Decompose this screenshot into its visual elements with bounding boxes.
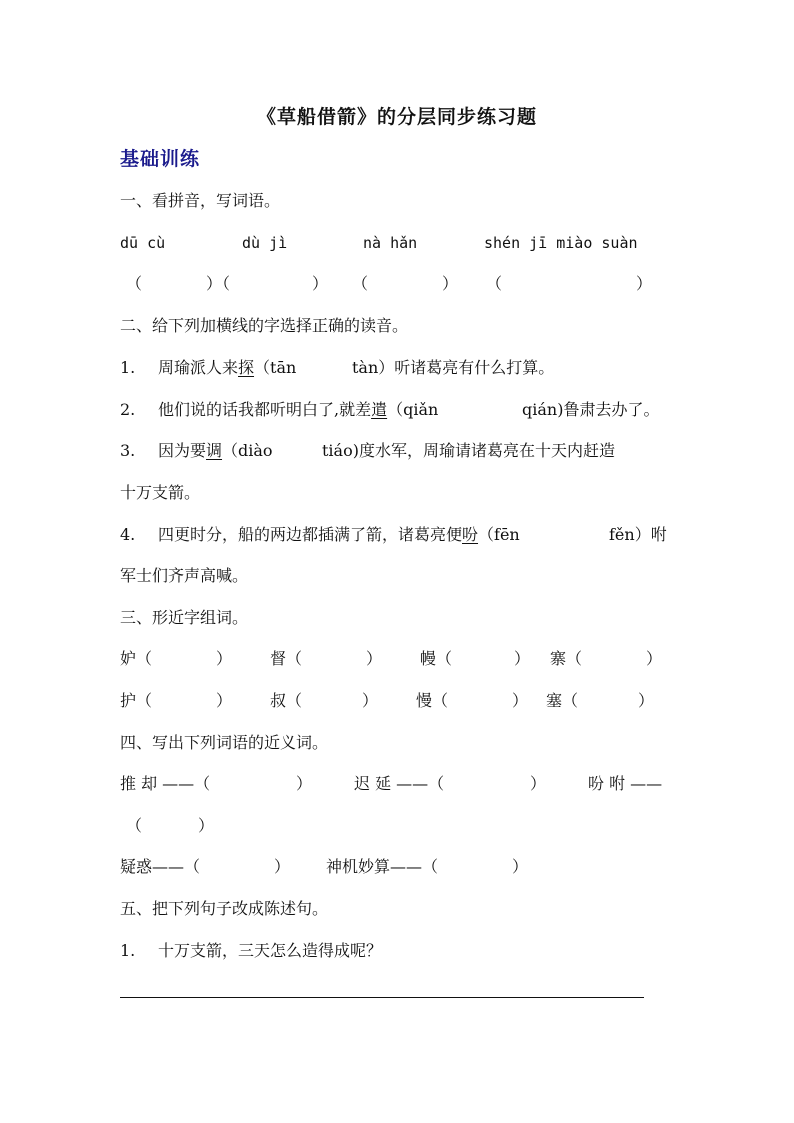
char-blank: ）	[512, 691, 529, 710]
synonym-prompt: ）	[530, 774, 547, 793]
char-blank: ）	[646, 649, 663, 668]
synonym-prompt: （	[126, 816, 143, 835]
page-title: 《草船借箭》的分层同步练习题	[256, 106, 537, 128]
underlined-char: 调	[206, 441, 223, 460]
sentence-text: tiáo)度水军，周瑜请诸葛亮在十天内赶造	[322, 441, 615, 460]
sentence-text: qián)鲁肃去办了。	[522, 400, 660, 419]
pinyin-1: dū cù	[120, 234, 166, 252]
sentence-continued: 军士们齐声高喊。	[120, 566, 249, 585]
char-blank: 叔（	[270, 691, 303, 710]
answer-line[interactable]	[120, 997, 644, 998]
char-blank: 塞（	[546, 691, 579, 710]
sentence-text: 十万支箭，三天怎么造得成呢？	[158, 941, 383, 960]
synonym-prompt: ）	[296, 774, 313, 793]
sentence-continued: 十万支箭。	[120, 483, 201, 502]
item-number: 2.	[120, 400, 136, 419]
char-blank: ）	[216, 691, 233, 710]
char-blank: 寨（	[550, 649, 583, 668]
underlined-char: 探	[238, 358, 255, 377]
synonym-prompt: 疑惑——（	[120, 857, 201, 876]
sentence-text: 因为要调（diào	[158, 441, 273, 460]
item-number: 1.	[120, 358, 136, 377]
blank-paren: ）	[636, 274, 653, 293]
blank-paren: （	[352, 274, 369, 293]
char-blank: ）	[366, 649, 383, 668]
char-blank: ）	[216, 649, 233, 668]
pinyin-4: shén jī miào suàn	[484, 234, 638, 252]
synonym-prompt: ）	[512, 857, 529, 876]
item-number: 3.	[120, 441, 136, 460]
sentence-text: tàn）听诸葛亮有什么打算。	[352, 358, 555, 377]
question-3-heading: 三、形近字组词。	[120, 608, 249, 627]
char-blank: ）	[514, 649, 531, 668]
section-heading: 基础训练	[120, 148, 201, 170]
synonym-prompt: 神机妙算——（	[326, 857, 439, 876]
synonym-prompt: ）	[198, 816, 215, 835]
blank-paren: （	[126, 274, 143, 293]
underlined-char: 遣	[371, 400, 388, 419]
char-blank: 幔（	[420, 649, 453, 668]
char-blank: ）	[362, 691, 379, 710]
blank-paren: ）	[312, 274, 329, 293]
blank-paren: ）（	[206, 274, 231, 293]
item-number: 4.	[120, 525, 136, 544]
blank-paren: （	[486, 274, 503, 293]
pinyin-2: dù jì	[242, 234, 288, 252]
sentence-text: 他们说的话我都听明白了,就差遣（qiǎn	[158, 400, 439, 419]
question-4-heading: 四、写出下列词语的近义词。	[120, 733, 329, 752]
blank-paren: ）	[442, 274, 459, 293]
sentence-text: 周瑜派人来探（tān	[158, 358, 297, 377]
question-5-heading: 五、把下列句子改成陈述句。	[120, 899, 329, 918]
synonym-prompt: ）	[274, 857, 291, 876]
item-number: 1.	[120, 941, 136, 960]
sentence-text: fěn）咐	[609, 525, 667, 544]
underlined-char: 吩	[462, 525, 479, 544]
question-2-heading: 二、给下列加横线的字选择正确的读音。	[120, 316, 409, 335]
char-blank: 慢（	[416, 691, 449, 710]
synonym-prompt: 吩 咐 ——	[588, 774, 663, 793]
pinyin-3: nà hǎn	[363, 234, 418, 252]
sentence-text: 四更时分，船的两边都插满了箭，诸葛亮便吩（fēn	[158, 525, 520, 544]
synonym-prompt: 推 却 ——（	[120, 774, 211, 793]
synonym-prompt: 迟 延 ——（	[354, 774, 445, 793]
question-1-heading: 一、看拼音，写词语。	[120, 191, 281, 210]
char-blank: 督（	[270, 649, 303, 668]
char-blank: 妒（	[120, 649, 153, 668]
char-blank: ）	[638, 691, 655, 710]
char-blank: 护（	[120, 691, 153, 710]
